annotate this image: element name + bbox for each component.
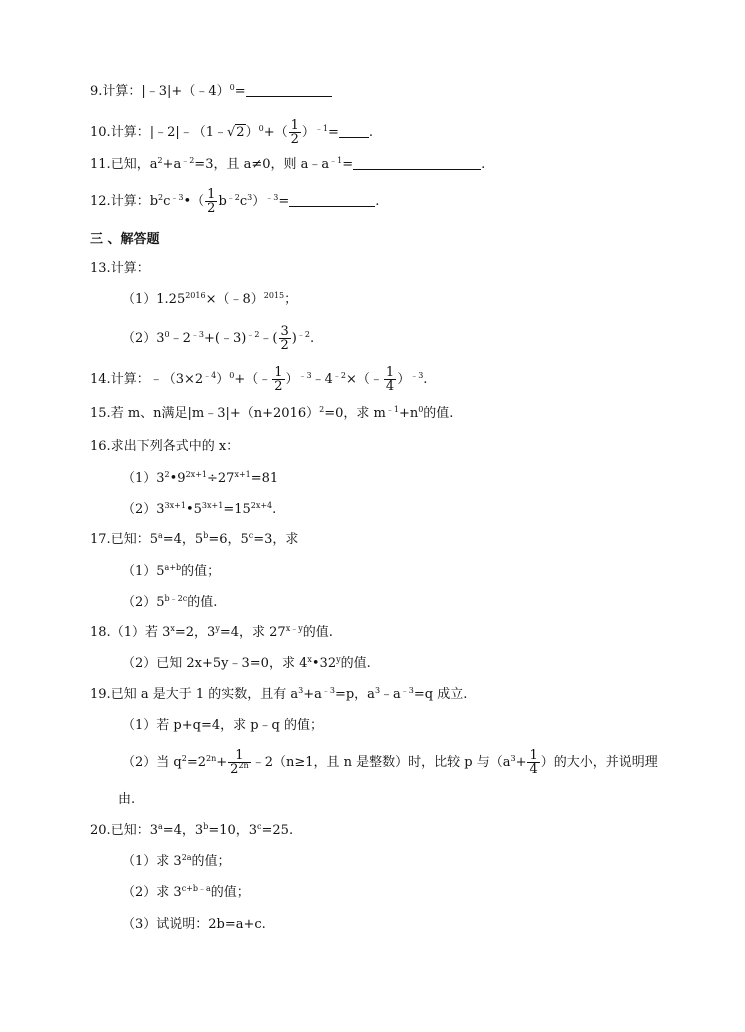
fraction: $\frac{1}{4}$ xyxy=(385,365,395,394)
fraction: $\frac{3}{2}$ xyxy=(280,324,289,353)
question-20-part-2: （2）求 $3^{c+b﹣a}$的值； xyxy=(122,884,250,900)
question-16-part-1: $(1)3^2•9^{2x+1}\div 27^{x+1}=81$ xyxy=(122,470,279,486)
question-15: 15.若 m、n满足$|m﹣3|+(n+2016)^2=0$，求 $m^{﹣1}+n^0$的值. xyxy=(90,405,454,421)
fraction: $\frac{1}{4}$ xyxy=(529,748,538,777)
question-19: 19.已知 a 是大于 1 的实数，且有 $a^3+a^{﹣3}=p$，$a^3﹣a^{﹣3}=q$ 成立. xyxy=(90,686,468,702)
section-heading: 三 、解答题 xyxy=(90,232,160,247)
question-9: 9.计算：|﹣3|+（﹣4）$^0$= xyxy=(90,83,332,101)
question-18-part-2: （2）已知 2x+5y﹣3=0，求 4$^x$•32$^y$的值. xyxy=(122,655,371,671)
fraction: $\frac{1}{2^{2n}}$ xyxy=(230,748,249,777)
question-20-part-1: （1）求 $3^{2a}$的值； xyxy=(122,853,231,869)
question-20-part-3: （3）试说明：2b=a+c. xyxy=(122,917,266,932)
answer-blank[interactable] xyxy=(339,125,369,138)
q9-number: 9. xyxy=(90,84,103,99)
question-17-part-1: $(1)5^{a+b}$的值； xyxy=(122,563,221,579)
question-13-part-2: $(2)3^0﹣2^{﹣3}+(﹣3)^{﹣2}﹣$( $\frac{3}{2}$ )$^{﹣2}$. xyxy=(122,324,315,353)
question-13: 13.计算： xyxy=(90,261,150,276)
question-13-part-1: $(1)1.25^{2016}\times(﹣8)^{2015}$； xyxy=(122,291,298,307)
answer-blank[interactable] xyxy=(289,194,375,207)
question-14: 14.计算：$﹣(3\times 2^{﹣4})^0+(﹣$ $\frac{1}{2}$ ）$^{﹣3}﹣4^{﹣2}\times(﹣$ $\frac{1}{4}$ ）$^{﹣3}$. xyxy=(90,365,428,394)
question-17-part-2: $(2)5^{b﹣2c}$的值. xyxy=(122,594,218,610)
fraction: $\frac{1}{2}$ xyxy=(207,187,216,216)
question-10: 10.计算：|﹣2|﹣（1﹣√2）$^0$+（ $\frac{1}{2}$ ）$^{﹣1}$= . xyxy=(90,118,374,147)
question-18-part-1: 18.（1）若 $3^x=2$，$3^y=4$，求 $27^{x﹣y}$的值. xyxy=(90,624,333,640)
answer-blank[interactable] xyxy=(246,84,332,97)
question-19-part-2: （2）当 $q^2=2^{2n}+$ $\frac{1}{2^{2n}}$ ﹣2（n≥1，且 n 是整数）时，比较 p 与（$a^3+$ $\frac{1}{4}$ ）的大小，并说明理 xyxy=(122,748,658,777)
question-19-part-1: （1）若 p+q=4，求 p﹣q 的值； xyxy=(122,718,324,733)
question-19-part-2-continued: 由. xyxy=(118,792,136,807)
fraction: $\frac{1}{2}$ xyxy=(290,118,299,147)
answer-blank[interactable] xyxy=(353,157,481,170)
question-20: 20.已知：$3^a=4$，$3^b=10$，$3^c=25$. xyxy=(90,822,294,838)
question-11: 11.已知，$a^2+a^{﹣2}=3$，且 a≠0，则 $a﹣a^{﹣1}=$ . xyxy=(90,156,486,172)
question-12: 12.计算：$b^2c^{﹣3}•$（ $\frac{1}{2}$ $b^{﹣2}c^3)^{﹣3}=$ . xyxy=(90,187,380,216)
question-16-part-2: $(2)3^{3x+1}•5^{3x+1}=15^{2x+4}$. xyxy=(122,501,277,517)
sqrt-icon: √ xyxy=(227,125,236,140)
question-16: 16.求出下列各式中的 x： xyxy=(90,439,240,454)
fraction: $\frac{1}{2}$ xyxy=(274,365,283,394)
question-17: 17.已知：$5^a=4$，$5^b=6$，$5^c=3$，求 xyxy=(90,531,299,547)
